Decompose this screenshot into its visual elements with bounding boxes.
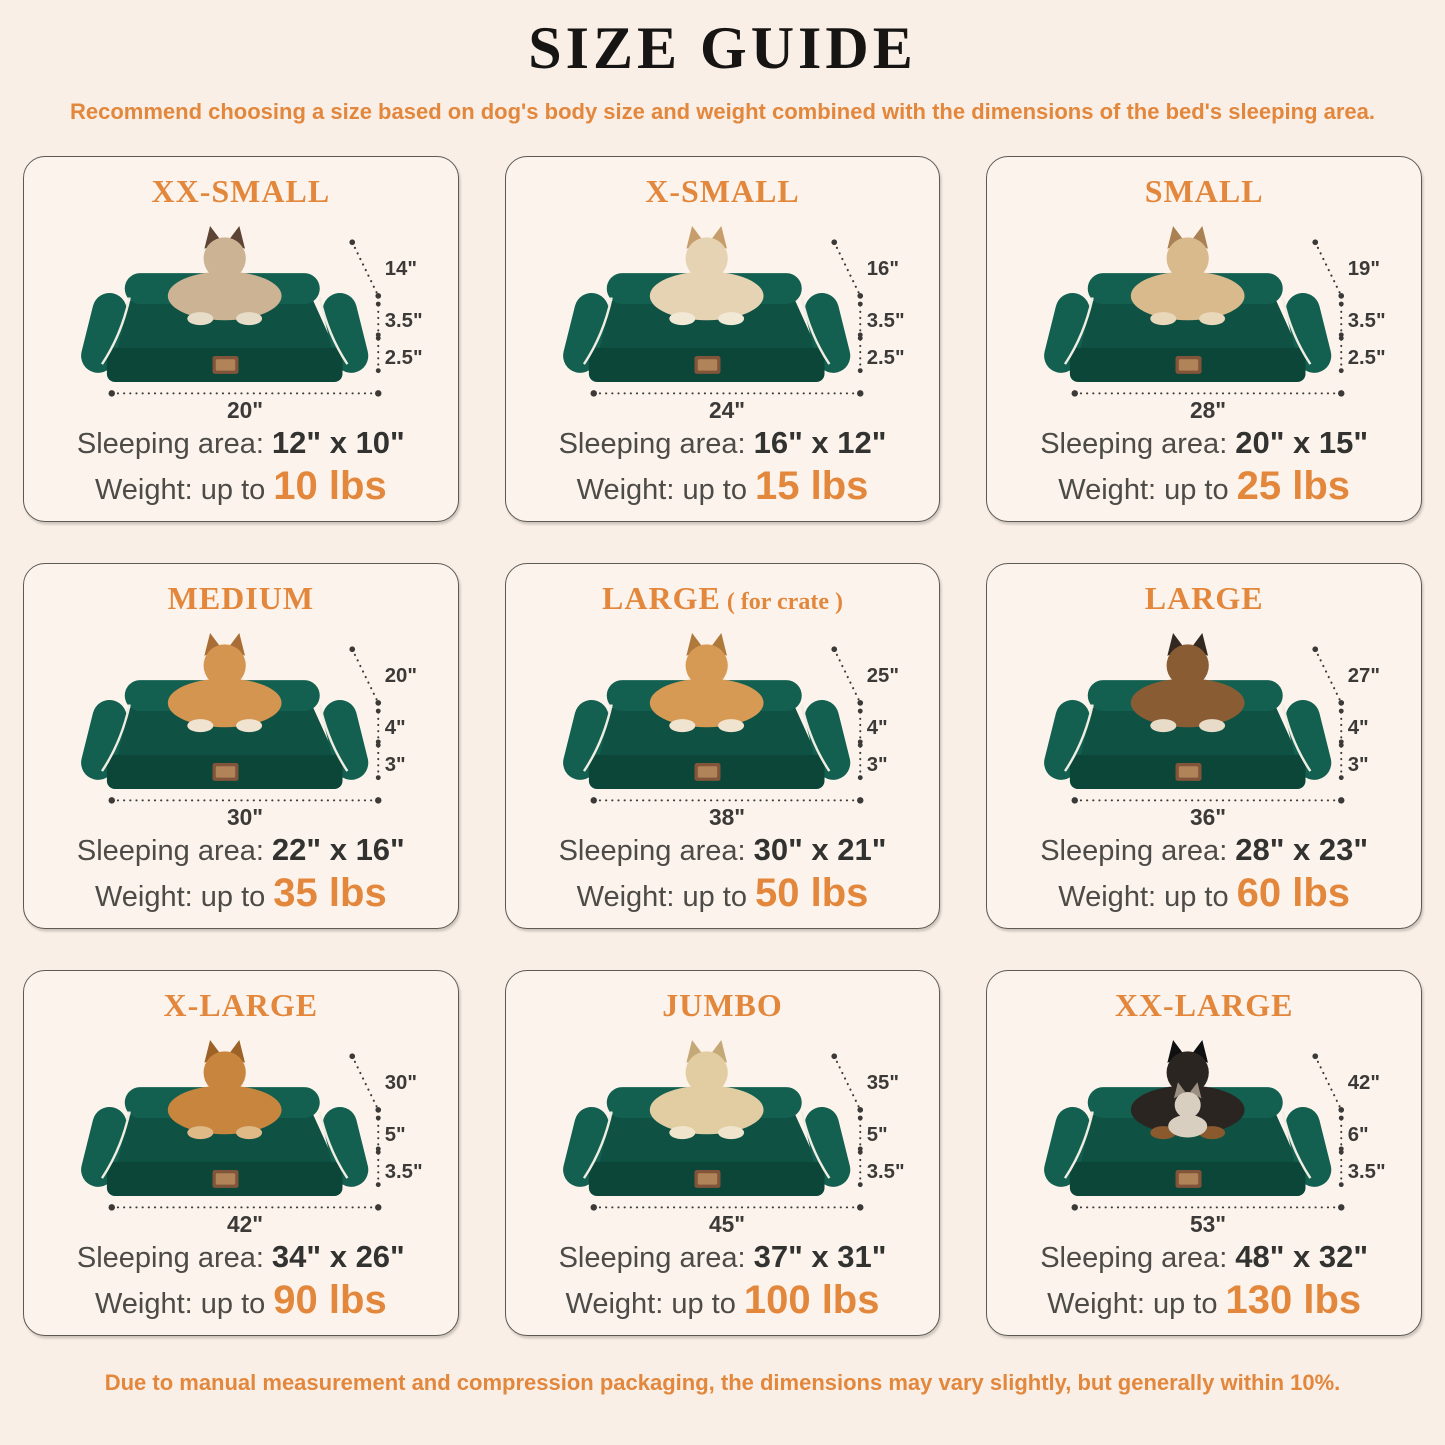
weight-line — [565, 1278, 879, 1323]
width-dim-label: 24" — [708, 396, 745, 421]
width-dim-label: 42" — [226, 1210, 263, 1235]
sleeping-area-value: 20" x 15" — [1235, 425, 1369, 460]
size-label: LARGE — [602, 580, 721, 616]
depth-dim-label: 14" — [384, 257, 417, 280]
pet-paw — [187, 1126, 213, 1139]
bolster-height-dim-label: 3.5" — [1347, 309, 1386, 332]
base-height-dim-label: 3.5" — [384, 1160, 423, 1183]
depth-dim-line — [352, 242, 378, 296]
weight-line — [1047, 1278, 1361, 1323]
size-title — [151, 173, 330, 210]
width-dim-label: 45" — [708, 1210, 745, 1235]
sleeping-area-label: Sleeping area: — [76, 835, 264, 867]
pet-body — [1131, 678, 1245, 727]
sleeping-area-line — [559, 1239, 887, 1275]
pet-paw — [1199, 312, 1225, 325]
depth-dim-line — [1315, 649, 1341, 703]
page-title: SIZE GUIDE — [528, 15, 917, 81]
depth-dim-label: 25" — [866, 664, 899, 687]
weight-value: 90 lbs — [273, 1278, 387, 1322]
width-dim-label: 20" — [226, 396, 263, 421]
pet-paw — [1151, 312, 1177, 325]
sleeping-area-label: Sleeping area: — [558, 835, 746, 867]
bed-figure — [997, 210, 1411, 423]
sleeping-area-value: 48" x 32" — [1235, 1239, 1369, 1274]
sleeping-area-label: Sleeping area: — [1040, 428, 1228, 460]
sleeping-area-label: Sleeping area: — [1040, 835, 1228, 867]
footer — [0, 1336, 1445, 1396]
bed-illustration — [50, 213, 432, 421]
depth-dim-line — [352, 649, 378, 703]
size-label: JUMBO — [662, 987, 783, 1023]
base-height-dim-label: 3" — [384, 753, 406, 776]
brand-tag-inner — [216, 1173, 236, 1184]
bed-figure — [516, 617, 930, 830]
bed-figure — [997, 1024, 1411, 1237]
bolster-height-dim-label: 3.5" — [384, 309, 423, 332]
weight-line — [577, 464, 869, 509]
pet-paw — [669, 719, 695, 732]
sleeping-area-value: 22" x 16" — [271, 832, 405, 867]
pet-body — [168, 678, 282, 727]
size-title — [168, 580, 314, 617]
size-title — [1115, 987, 1294, 1024]
sleeping-area-label: Sleeping area: — [558, 1242, 746, 1274]
depth-dim-label: 27" — [1347, 664, 1381, 687]
weight-value: 100 lbs — [743, 1278, 880, 1322]
page-subtitle: Recommend choosing a size based on dog's body size and weight combined with the dimensions of the bed's sleeping area. — [69, 99, 1375, 124]
size-grid — [0, 156, 1445, 1336]
weight-label: Weight: up to — [565, 1288, 736, 1320]
base-height-dim-label: 2.5" — [1347, 346, 1386, 369]
brand-tag-inner — [1179, 766, 1199, 777]
weight-line — [1058, 871, 1350, 916]
bed-illustration — [50, 620, 432, 828]
weight-line — [95, 871, 387, 916]
size-card-medium — [23, 563, 459, 929]
weight-value: 130 lbs — [1225, 1278, 1362, 1322]
weight-value: 60 lbs — [1236, 871, 1351, 915]
depth-dim-label: 42" — [1347, 1071, 1381, 1094]
pet-paw — [187, 719, 213, 732]
weight-label: Weight: up to — [1058, 881, 1229, 913]
brand-tag-inner — [697, 766, 717, 777]
sleeping-area-line — [1040, 1239, 1368, 1275]
size-label: LARGE — [1144, 580, 1264, 616]
bolster-height-dim-label: 6" — [1347, 1123, 1369, 1146]
base-height-dim-label: 2.5" — [866, 346, 905, 369]
bed-figure — [34, 1024, 448, 1237]
size-label: X-LARGE — [163, 987, 319, 1023]
width-dim-label: 36" — [1190, 803, 1227, 828]
width-dim-label: 53" — [1190, 1210, 1227, 1235]
weight-label: Weight: up to — [576, 474, 747, 506]
pet-paw — [236, 1126, 262, 1139]
brand-tag-inner — [216, 766, 236, 777]
bed-illustration — [50, 1027, 432, 1235]
weight-line — [1058, 464, 1350, 509]
size-label: XX-SMALL — [151, 173, 331, 209]
weight-value: 50 lbs — [754, 871, 869, 915]
depth-dim-label: 35" — [866, 1071, 899, 1094]
bed-figure — [516, 210, 930, 423]
pet-paw — [1151, 719, 1177, 732]
brand-tag-inner — [216, 359, 236, 370]
depth-dim-line — [352, 1056, 378, 1110]
sleeping-area-line — [559, 832, 887, 868]
weight-label: Weight: up to — [1047, 1288, 1218, 1320]
pet-body — [649, 1085, 763, 1134]
depth-dim-line — [834, 1056, 860, 1110]
pet-body — [168, 271, 282, 320]
sleeping-area-label: Sleeping area: — [76, 1242, 264, 1274]
sleeping-area-value: 12" x 10" — [271, 425, 405, 460]
pet-paw — [187, 312, 213, 325]
weight-value: 35 lbs — [273, 871, 387, 915]
depth-dim-line — [834, 242, 860, 296]
weight-label: Weight: up to — [576, 881, 747, 913]
size-card-small — [986, 156, 1422, 522]
bolster-height-dim-label: 5" — [866, 1123, 888, 1146]
pet-paw — [718, 1126, 744, 1139]
size-suffix: ( for crate ) — [720, 589, 843, 615]
depth-dim-label: 20" — [384, 664, 417, 687]
size-card-large-for-crate — [505, 563, 941, 929]
size-label: X-SMALL — [645, 173, 800, 209]
bolster-height-dim-label: 4" — [384, 716, 406, 739]
size-label: MEDIUM — [167, 580, 315, 616]
weight-value: 25 lbs — [1236, 464, 1351, 508]
bed-illustration — [532, 620, 914, 828]
weight-line — [95, 1278, 387, 1323]
sleeping-area-label: Sleeping area: — [558, 428, 746, 460]
pet-paw — [718, 312, 744, 325]
pet-body — [1131, 271, 1245, 320]
header — [0, 0, 1445, 156]
weight-label: Weight: up to — [94, 1288, 266, 1320]
bolster-height-dim-label: 3.5" — [866, 309, 905, 332]
bolster-height-dim-label: 4" — [1347, 716, 1369, 739]
depth-dim-label: 19" — [1347, 257, 1381, 280]
footer-note: Due to manual measurement and compression packaging, the dimensions may vary slightly, but generally within 10%. — [104, 1370, 1341, 1395]
bed-figure — [516, 1024, 930, 1237]
pet-body — [649, 271, 763, 320]
size-card-jumbo — [505, 970, 941, 1336]
bed-illustration — [1013, 620, 1395, 828]
weight-value: 10 lbs — [273, 464, 387, 508]
brand-tag-inner — [1179, 1173, 1199, 1184]
depth-dim-line — [1315, 1056, 1341, 1110]
bed-illustration — [1013, 1027, 1395, 1235]
size-title — [645, 173, 800, 210]
base-height-dim-label: 2.5" — [384, 346, 423, 369]
brand-tag-inner — [697, 1173, 717, 1184]
pet-body — [168, 1085, 282, 1134]
depth-dim-line — [1315, 242, 1341, 296]
base-height-dim-label: 3.5" — [1347, 1160, 1386, 1183]
brand-tag-inner — [1179, 359, 1199, 370]
size-card-x-large — [23, 970, 459, 1336]
sleeping-area-value: 16" x 12" — [753, 425, 887, 460]
weight-line — [95, 464, 387, 509]
width-dim-label: 30" — [226, 803, 263, 828]
bolster-height-dim-label: 4" — [866, 716, 888, 739]
base-height-dim-label: 3" — [866, 753, 888, 776]
base-height-dim-label: 3.5" — [866, 1160, 905, 1183]
bed-illustration — [532, 213, 914, 421]
bed-figure — [34, 617, 448, 830]
depth-dim-label: 16" — [866, 257, 899, 280]
pet-paw — [236, 719, 262, 732]
pet-paw — [669, 1126, 695, 1139]
sleeping-area-value: 28" x 23" — [1235, 832, 1369, 867]
sleeping-area-value: 30" x 21" — [753, 832, 887, 867]
sleeping-area-line — [1040, 832, 1368, 868]
sleeping-area-line — [77, 1239, 405, 1275]
size-label: XX-LARGE — [1114, 987, 1294, 1023]
weight-label: Weight: up to — [94, 881, 266, 913]
size-title — [662, 987, 783, 1024]
weight-label: Weight: up to — [1058, 474, 1229, 506]
sleeping-area-label: Sleeping area: — [76, 428, 264, 460]
pet-body — [1168, 1114, 1207, 1137]
size-card-x-small — [505, 156, 941, 522]
pet-head — [1175, 1092, 1201, 1118]
depth-dim-line — [834, 649, 860, 703]
pet-paw — [236, 312, 262, 325]
size-title — [1145, 173, 1264, 210]
sleeping-area-line — [77, 425, 405, 461]
sleeping-area-line — [77, 832, 405, 868]
size-title — [602, 580, 843, 617]
sleeping-area-line — [559, 425, 887, 461]
bolster-height-dim-label: 5" — [384, 1123, 406, 1146]
weight-line — [577, 871, 869, 916]
brand-tag-inner — [697, 359, 717, 370]
pet-paw — [1199, 719, 1225, 732]
bed-figure — [997, 617, 1411, 830]
pet-paw — [669, 312, 695, 325]
width-dim-label: 28" — [1190, 396, 1227, 421]
size-title — [1145, 580, 1264, 617]
weight-value: 15 lbs — [754, 464, 869, 508]
size-card-xx-small — [23, 156, 459, 522]
depth-dim-label: 30" — [384, 1071, 417, 1094]
bed-figure — [34, 210, 448, 423]
size-title — [164, 987, 319, 1024]
base-height-dim-label: 3" — [1347, 753, 1369, 776]
pet-body — [649, 678, 763, 727]
weight-label: Weight: up to — [94, 474, 266, 506]
sleeping-area-line — [1040, 425, 1368, 461]
size-label: SMALL — [1144, 173, 1264, 209]
bed-illustration — [1013, 213, 1395, 421]
size-card-large — [986, 563, 1422, 929]
sleeping-area-label: Sleeping area: — [1040, 1242, 1228, 1274]
sleeping-area-value: 37" x 31" — [753, 1239, 887, 1274]
pet-paw — [718, 719, 744, 732]
bed-illustration — [532, 1027, 914, 1235]
width-dim-label: 38" — [708, 803, 745, 828]
size-card-xx-large — [986, 970, 1422, 1336]
sleeping-area-value: 34" x 26" — [271, 1239, 405, 1274]
